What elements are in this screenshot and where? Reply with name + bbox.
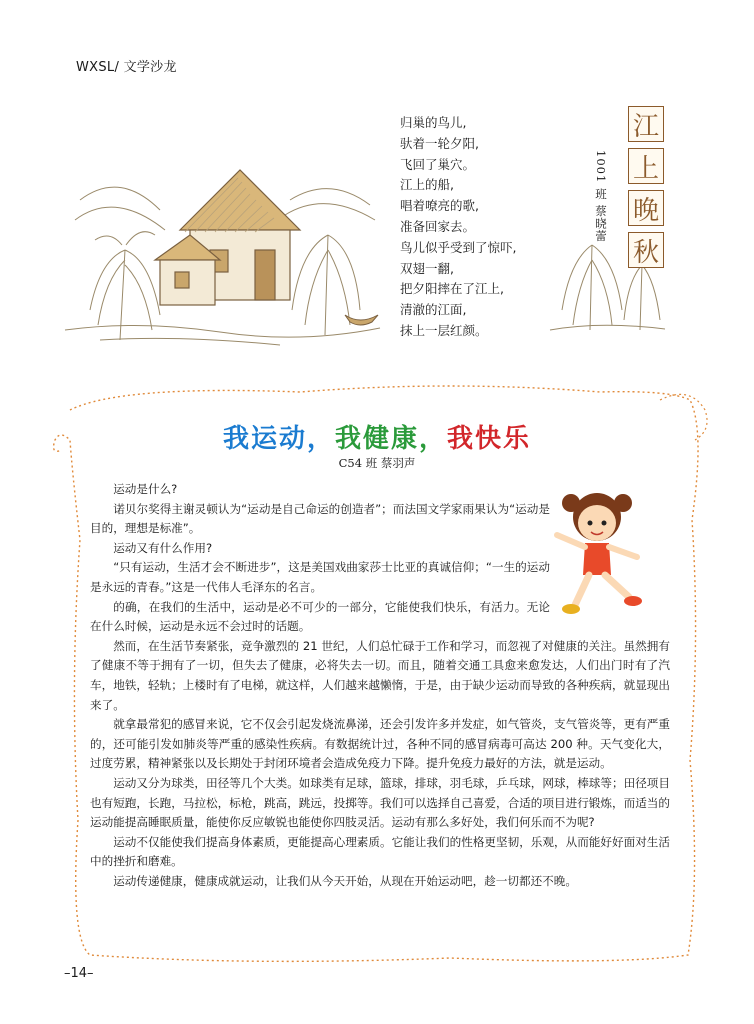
article-paragraph: 运动又有什么作用?	[113, 540, 213, 555]
article-title-part: 我运动，	[222, 424, 335, 454]
poem-line: 唱着嘹亮的歌,	[400, 198, 479, 214]
article-paragraph: 就拿最常犯的感冒来说，它不仅会引起发烧流鼻涕，还会引发许多并发症，如气管炎，支气管炎等，更有严重的，还可能引发如肺炎等严重的感染性疾病。有数据统计过，各种不同的感冒病毒可高达 200 种。天气变化大，过度劳累，精神紧张以及长期处于封闭环境者会造成免疫力下降。提升免疫力最好的方法，就是运动。	[90, 717, 670, 771]
article-paragraph: 然而，在生活节奏紧张，竞争激烈的 21 世纪，人们总忙碌于工作和学习，而忽视了对健康的关注。虽然拥有了健康不等于拥有了一切，但失去了健康，必将失去一切。而且，随着交通工具愈来愈发达，人们出门时有了汽车，地铁，轻轨；上楼时有了电梯，就这样，人们越来越懒惰，于是，由于缺少运动而导致的各种疾病，就显现出来了。	[90, 638, 670, 712]
article-title-part: 我健康，	[334, 424, 447, 454]
article-body	[90, 480, 670, 891]
poem-line: 归巢的鸟儿,	[400, 115, 467, 130]
poem-line: 鸟儿似乎受到了惊吓,	[400, 239, 517, 255]
article-byline: C54 班 蔡羽声	[338, 456, 416, 470]
article-paragraph: 的确，在我们的生活中，运动是必不可少的一部分，它能使我们快乐，有活力。无论在什么时候，运动是永远不会过时的话题。	[90, 599, 550, 634]
article-paragraph: 运动是什么?	[113, 482, 178, 496]
section-header: WXSL/ 文学沙龙	[76, 60, 177, 75]
page-number: –14–	[64, 966, 94, 981]
article-title-part: 我快乐	[447, 424, 532, 454]
article-title	[0, 418, 754, 455]
poem-line: 飞回了巢穴。	[400, 156, 476, 172]
poem-line: 双翅一翻,	[400, 260, 454, 276]
poem-title-char: 晚	[628, 190, 664, 226]
poem-line: 清澈的江面,	[400, 302, 467, 318]
article-paragraph: “只有运动，生活才会不断进步”，这是美国戏曲家莎士比亚的真诚信仰；“一生的运动是永远的青春。”这是一代伟人毛泽东的名言。	[90, 560, 550, 594]
poem-line: 准备回家去。	[400, 218, 476, 234]
poem-line: 江上的船,	[400, 177, 454, 193]
article-paragraph: 运动传递健康，健康成就运动，让我们从今天开始，从现在开始运动吧，趁一切都还不晚。	[113, 873, 577, 888]
poem-title-char: 秋	[628, 232, 664, 268]
poem-line: 驮着一轮夕阳,	[400, 135, 479, 151]
article-paragraph: 诺贝尔奖得主谢灵顿认为“运动是自己命运的创造者”；而法国文学家雨果认为“运动是目的，理想是标准”。	[90, 501, 550, 536]
article-paragraph: 运动不仅能使我们提高身体素质，更能提高心理素质。它能让我们的性格更坚韧，乐观，从而能好好面对生活中的挫折和磨难。	[90, 834, 670, 869]
poem-title-char: 上	[628, 148, 664, 184]
poem-line: 把夕阳摔在了江上,	[400, 281, 504, 297]
poem-title-char: 江	[628, 106, 664, 142]
article-paragraph: 运动又分为球类，田径等几个大类。如球类有足球，篮球，排球，羽毛球，乒乓球，网球，棒球等；田径项目也有短跑，长跑，马拉松，标枪，跳高，跳远，投掷等。我们可以选择自己喜爱，合适的项目进行锻炼，而适当的运动能提高睡眠质量，能使你反应敏锐也能使你四肢灵活。运动有那么多好处，我们何乐而不为呢?	[90, 775, 670, 830]
poem-line: 抹上一层红颜。	[400, 322, 488, 338]
poem-byline: 1001 班 蔡晓蕾	[594, 150, 608, 243]
